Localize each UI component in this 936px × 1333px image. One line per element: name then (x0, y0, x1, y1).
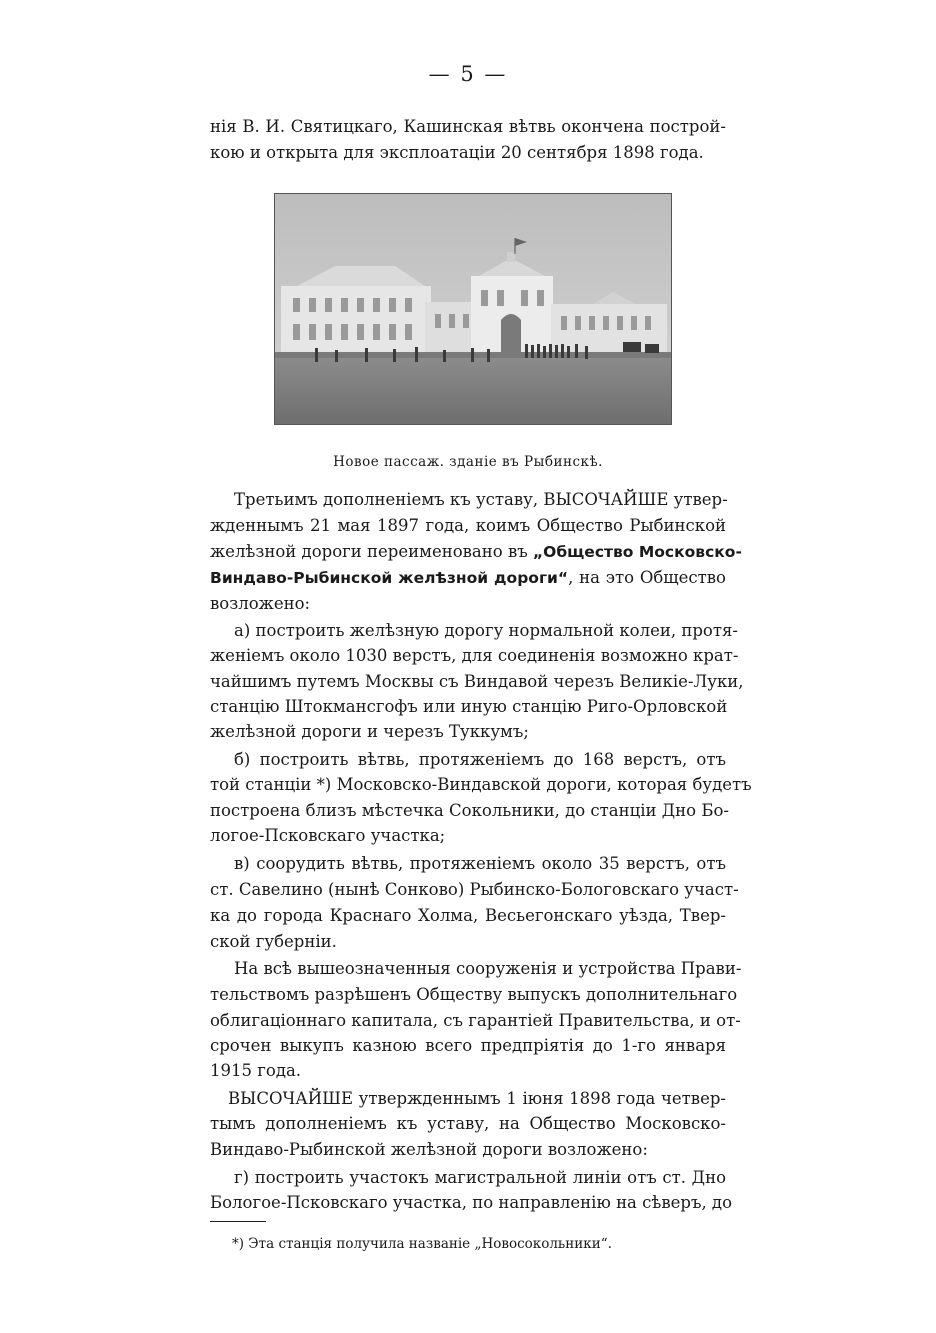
text-line: той станціи *) Московско-Виндавской дороги, которая будетъ (210, 775, 752, 794)
company-name-bold: Виндаво-Рыбинской желѣзной дороги“ (210, 569, 569, 587)
text-line: Виндаво-Рыбинской желѣзной дороги возложено: (210, 1140, 648, 1159)
text-line: г) построить участокъ магистральной линіи отъ ст. Дно (234, 1168, 726, 1187)
text-line (210, 565, 726, 591)
railway-station-photo-icon (274, 193, 672, 425)
text-line: женіемъ около 1030 верстъ, для соединенія возможно крат- (210, 646, 739, 665)
company-name-bold: „Общество Московско- (532, 543, 742, 561)
text-span: , на это Общество (568, 568, 726, 587)
text-line: возложено: (210, 594, 311, 613)
text-line: 1915 года. (210, 1061, 302, 1080)
text-line: кою и открыта для эксплоатаціи 20 сентября 1898 года. (210, 143, 704, 162)
text-line: облигаціоннаго капитала, съ гарантіей Правительства, и от- (210, 1011, 741, 1030)
text-line: чайшимъ путемъ Москвы съ Виндавой черезъ Великіе-Луки, (210, 672, 744, 691)
footnote: *) Эта станція получила названіе „Новосокольники“. (232, 1236, 612, 1252)
footnote-divider (210, 1221, 266, 1222)
text-line: построена близъ мѣстечка Сокольники, до станціи Дно Бо- (210, 801, 729, 820)
text-line: желѣзной дороги и черезъ Туккумъ; (210, 722, 529, 741)
text-line: Бологое-Псковскаго участка, по направленію на сѣверъ, до (210, 1193, 733, 1212)
text-line (210, 539, 742, 565)
text-line: срочен выкупъ казною всего предпріятія до 1-го января (210, 1036, 726, 1055)
text-line: в) соорудить вѣтвь, протяженіемъ около 35 верстъ, отъ (234, 854, 726, 873)
text-line: б) построить вѣтвь, протяженіемъ до 168 верстъ, отъ (234, 750, 726, 769)
text-line: ка до города Краснаго Холма, Весьегонскаго уѣзда, Твер- (210, 906, 726, 925)
text-line: тельствомъ разрѣшенъ Обществу выпускъ дополнительнаго (210, 985, 738, 1004)
text-line: нія В. И. Святицкаго, Кашинская вѣтвь окончена построй- (210, 117, 726, 136)
text-line: жденнымъ 21 мая 1897 года, коимъ Общество Рыбинской (210, 516, 726, 535)
text-line: тымъ дополненіемъ къ уставу, на Общество Московско- (210, 1114, 726, 1133)
text-line: Третьимъ дополненіемъ къ уставу, ВЫСОЧАЙШЕ утвер- (234, 490, 728, 509)
text-line: станцію Штокмансгофъ или иную станцію Риго-Орловской (210, 697, 728, 716)
text-line: ской губерніи. (210, 932, 337, 951)
text-line: а) построить желѣзную дорогу нормальной колеи, протя- (234, 621, 738, 640)
text-line: ст. Савелино (нынѣ Сонково) Рыбинско-Бологовскаго участ- (210, 880, 739, 899)
text-span: желѣзной дороги переименовано въ (210, 542, 533, 561)
figure-caption: Новое пассаж. зданіе въ Рыбинскѣ. (333, 454, 603, 470)
page-number: — 5 — (428, 62, 508, 86)
text-line: логое-Псковскаго участка; (210, 826, 446, 845)
text-line: ВЫСОЧАЙШЕ утвержденнымъ 1 іюня 1898 года четвер- (228, 1089, 726, 1108)
text-line: На всѣ вышеозначенныя сооруженія и устройства Прави- (234, 959, 742, 978)
